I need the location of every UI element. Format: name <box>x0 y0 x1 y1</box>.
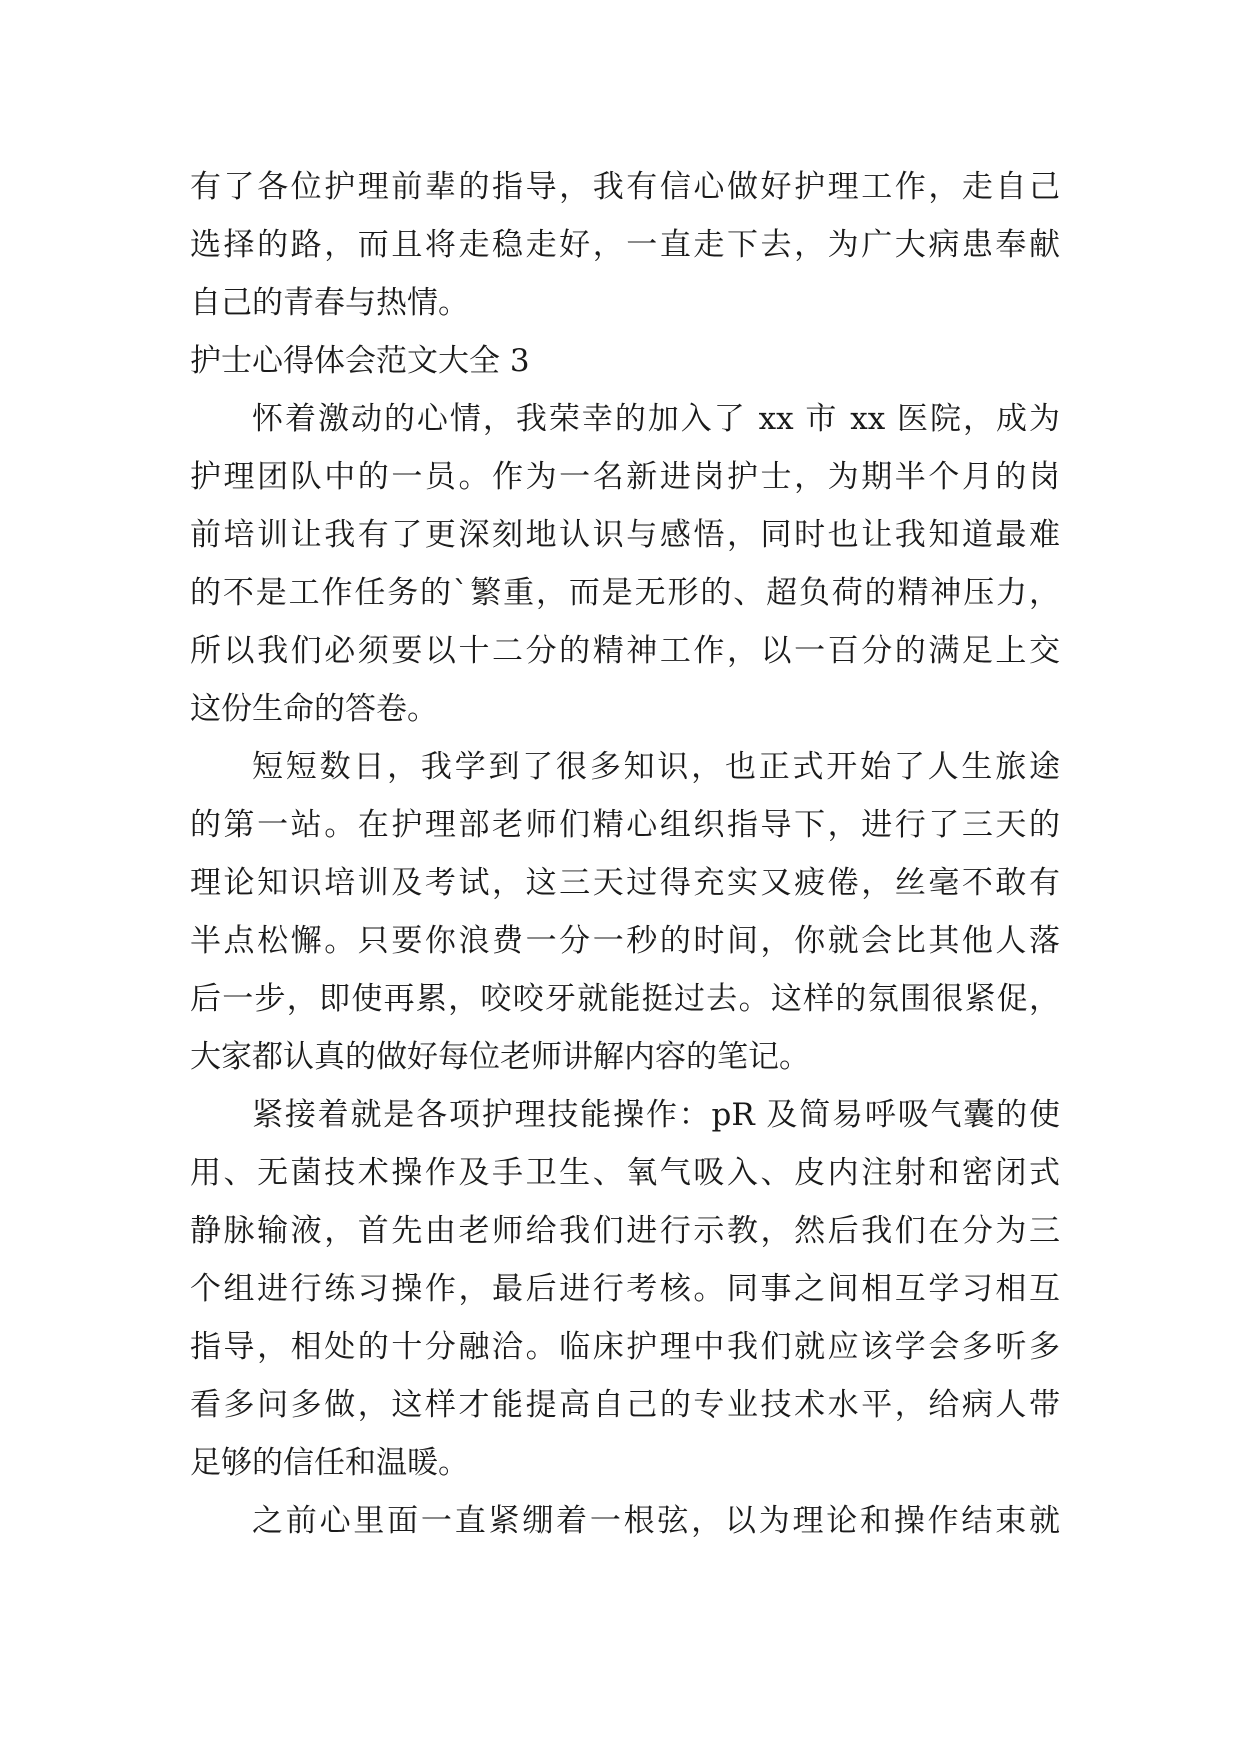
document-body <box>190 158 1060 1550</box>
text-line: 这份生命的答卷。 <box>190 691 438 727</box>
text-line: 有了各位护理前辈的指导，我有信心做好护理工作，走自己 <box>190 169 1060 205</box>
text-line: 用、无菌技术操作及手卫生、氧气吸入、皮内注射和密闭式 <box>190 1155 1060 1191</box>
text-line: 半点松懈。只要你浪费一分一秒的时间，你就会比其他人落 <box>190 923 1060 959</box>
text-line: 足够的信任和温暖。 <box>190 1445 469 1481</box>
section-heading: 护士心得体会范文大全 3 <box>190 343 530 379</box>
text-line: 所以我们必须要以十二分的精神工作，以一百分的满足上交 <box>190 633 1060 669</box>
text-line: 指导，相处的十分融洽。临床护理中我们就应该学会多听多 <box>190 1329 1060 1365</box>
text-line: 的不是工作任务的`繁重，而是无形的、超负荷的精神压力， <box>190 575 1060 611</box>
text-line: 理论知识培训及考试，这三天过得充实又疲倦，丝毫不敢有 <box>190 865 1060 901</box>
text-line: 怀着激动的心情，我荣幸的加入了 xx 市 xx 医院，成为 <box>252 401 1060 437</box>
text-line: 紧接着就是各项护理技能操作：pR 及简易呼吸气囊的使 <box>252 1097 1060 1133</box>
text-line: 的第一站。在护理部老师们精心组织指导下，进行了三天的 <box>190 807 1060 843</box>
text-line: 护理团队中的一员。作为一名新进岗护士，为期半个月的岗 <box>190 459 1060 495</box>
text-line: 静脉输液，首先由老师给我们进行示教，然后我们在分为三 <box>190 1213 1060 1249</box>
text-line: 前培训让我有了更深刻地认识与感悟，同时也让我知道最难 <box>190 517 1060 553</box>
text-line: 自己的青春与热情。 <box>190 285 469 321</box>
text-line: 后一步，即使再累，咬咬牙就能挺过去。这样的氛围很紧促， <box>190 981 1060 1017</box>
text-line: 个组进行练习操作，最后进行考核。同事之间相互学习相互 <box>190 1271 1060 1307</box>
text-line: 大家都认真的做好每位老师讲解内容的笔记。 <box>190 1039 810 1075</box>
text-line: 短短数日，我学到了很多知识，也正式开始了人生旅途 <box>252 749 1060 785</box>
text-line: 选择的路，而且将走稳走好，一直走下去，为广大病患奉献 <box>190 227 1060 263</box>
text-line: 之前心里面一直紧绷着一根弦，以为理论和操作结束就 <box>252 1503 1060 1539</box>
text-line: 看多问多做，这样才能提高自己的专业技术水平，给病人带 <box>190 1387 1060 1423</box>
